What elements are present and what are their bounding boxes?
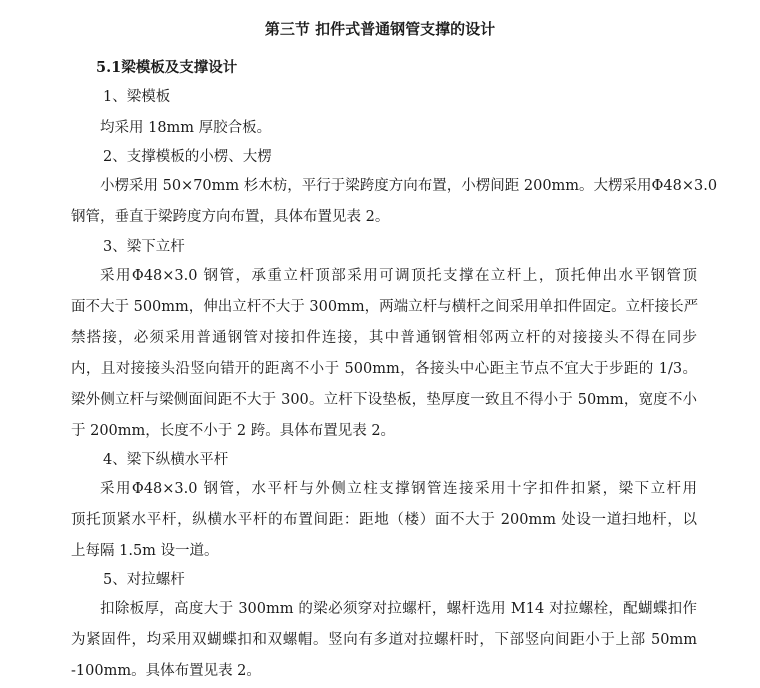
item-5-line-3: -100mm。具体布置见表 2。 (71, 663, 261, 679)
item-4-line-2: 顶托顶紧水平杆，纵横水平杆的布置间距：距地（楼）面不大于 200mm 处设一道扫地杆，以 (71, 512, 697, 528)
item-1-body (71, 113, 697, 144)
item-4-line-3: 上每隔 1.5m 设一道。 (71, 543, 219, 559)
item-4-heading: 4、梁下纵横水平杆 (103, 452, 229, 468)
item-2-body (71, 171, 718, 233)
item-5-line-1: 扣除板厚，高度大于 300mm 的梁必须穿对拉螺杆，螺杆选用 M14 对拉螺栓，配蝴蝶扣作 (100, 601, 697, 617)
item-4-line-1: 采用Φ48×3.0 钢管，水平杆与外侧立柱支撑钢管连接采用十字扣件扣紧，梁下立杆用 (100, 481, 697, 497)
item-2-line-2: 钢管，垂直于梁跨度方向布置，具体布置见表 2。 (71, 209, 390, 225)
item-2-line-1: 小楞采用 50×70mm 杉木枋，平行于梁跨度方向布置，小楞间距 200mm。大楞采用Φ48×3.0 (100, 178, 718, 194)
item-5-line-2: 为紧固件，均采用双蝴蝶扣和双螺帽。竖向有多道对拉螺杆时，下部竖向间距小于上部 50mm (71, 632, 697, 648)
item-4-body (71, 474, 697, 567)
item-3-heading: 3、梁下立杆 (103, 239, 185, 255)
item-3-line-3: 禁搭接，必须采用普通钢管对接扣件连接，其中普通钢管相邻两立杆的对接接头不得在同步 (71, 330, 697, 346)
item-3-body (71, 261, 697, 447)
item-3-line-1: 采用Φ48×3.0 钢管，承重立杆顶部采用可调顶托支撑在立杆上，顶托伸出水平钢管顶 (100, 268, 697, 284)
item-3-line-6: 于 200mm，长度不小于 2 跨。具体布置见表 2。 (71, 423, 396, 439)
item-1-line-1: 均采用 18mm 厚胶合板。 (100, 120, 272, 136)
item-5-heading: 5、对拉螺杆 (103, 572, 185, 588)
item-3-line-4: 内，且对接接头沿竖向错开的距离不小于 500mm，各接头中心距主节点不宜大于步距的 1/3。 (71, 361, 697, 377)
section-heading: 5.1梁模板及支撑设计 (96, 59, 238, 76)
item-2-heading: 2、支撑模板的小楞、大楞 (103, 149, 272, 165)
item-3-line-2: 面不大于 500mm，伸出立杆不大于 300mm，两端立杆与横杆之间采用单扣件固定。立杆接长严 (71, 299, 699, 315)
chapter-title: 第三节 扣件式普通钢管支撑的设计 (264, 20, 496, 38)
item-3-line-5: 梁外侧立杆与梁侧面间距不大于 300。立杆下设垫板，垫厚度一致且不得小于 50mm，宽度不小 (71, 392, 697, 408)
item-5-body (71, 594, 697, 687)
item-1-heading: 1、梁模板 (103, 89, 171, 105)
